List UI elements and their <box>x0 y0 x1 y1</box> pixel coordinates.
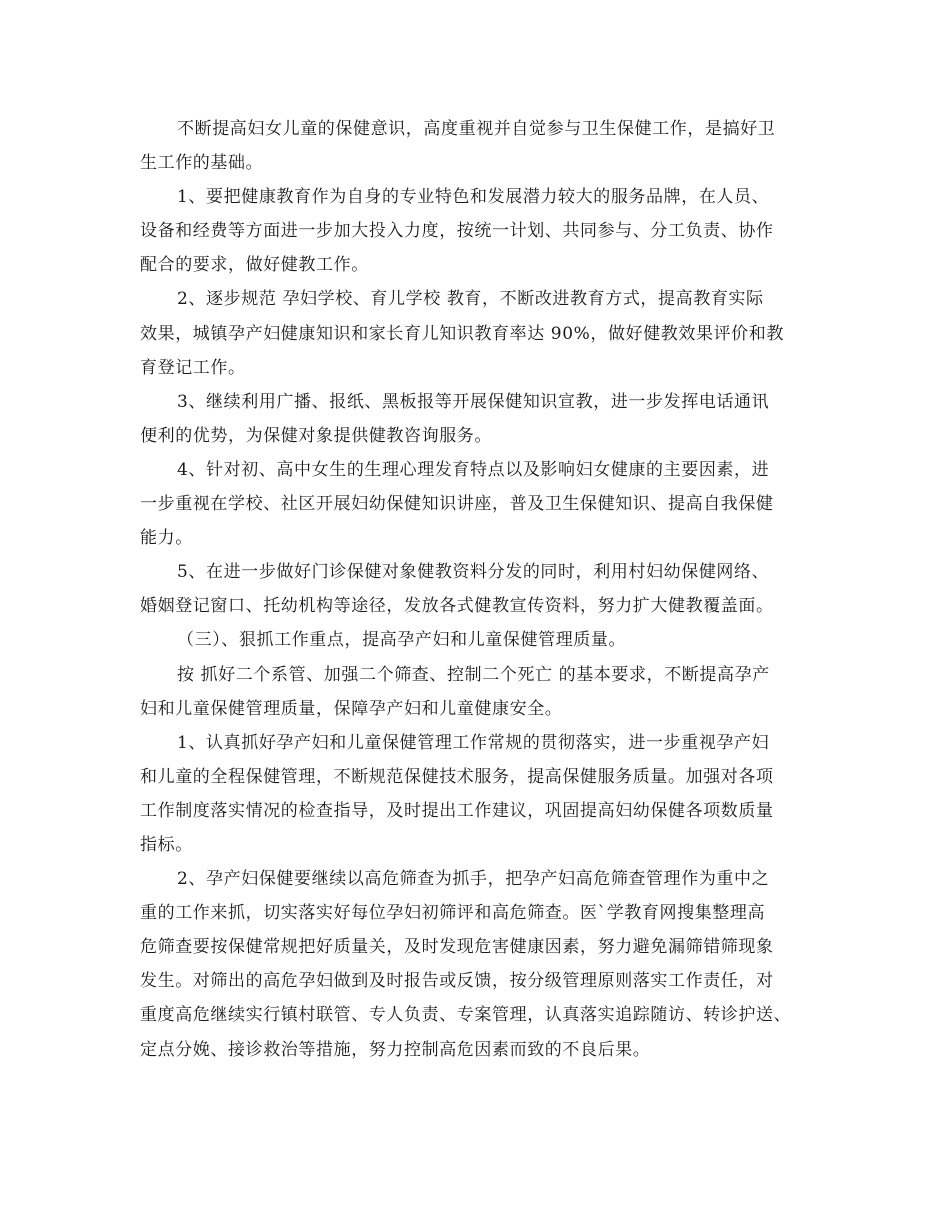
text-line: 1、要把健康教育作为自身的专业特色和发展潜力较大的服务品牌，在人员、 <box>177 187 770 208</box>
text-line: 重的工作来抓，切实落实好每位孕妇初筛评和高危筛查。医`学教育网搜集整理高 <box>140 903 766 924</box>
text-line: 危筛查要按保健常规把好质量关，及时发现危害健康因素，努力避免漏筛错筛现象 <box>140 937 774 958</box>
text-line: 效果，城镇孕产妇健康知识和家长育儿知识教育率达 90%，做好健教效果评价和教 <box>140 323 784 344</box>
text-line: 4、针对初、高中女生的生理心理发育特点以及影响妇女健康的主要因素，进 <box>177 459 770 480</box>
text-line: 重度高危继续实行镇村联管、专人负责、专案管理，认真落实追踪随访、转诊护送、 <box>140 1005 792 1026</box>
text-line: 2、孕产妇保健要继续以高危筛查为抓手，把孕产妇高危筛查管理作为重中之 <box>177 869 770 890</box>
text-line: 便利的优势，为保健对象提供健教咨询服务。 <box>140 425 492 446</box>
text-line: 不断提高妇女儿童的保健意识，高度重视并自觉参与卫生保健工作，是搞好卫 <box>177 119 776 139</box>
document-body <box>140 112 820 1067</box>
text-line: 婚姻登记窗口、托幼机构等途径，发放各式健教宣传资料，努力扩大健教覆盖面。 <box>140 596 774 617</box>
text-line: 5、在进一步做好门诊保健对象健教资料分发的同时，利用村妇幼保健网络、 <box>177 562 770 583</box>
text-line: 工作制度落实情况的检查指导，及时提出工作建议，巩固提高妇幼保健各项数质量 <box>140 800 774 821</box>
text-line: 设备和经费等方面进一步加大投入力度，按统一计划、共同参与、分工负责、协作 <box>140 221 774 242</box>
text-line: 发生。对筛出的高危孕妇做到及时报告或反馈，按分级管理原则落实工作责任，对 <box>140 971 774 992</box>
text-line: 妇和儿童保健管理质量，保障孕产妇和儿童健康安全。 <box>140 698 563 719</box>
text-line: 配合的要求，做好健教工作。 <box>140 255 369 276</box>
text-line: （三）、狠抓工作重点，提高孕产妇和儿童保健管理质量。 <box>177 630 627 651</box>
text-line: 定点分娩、接诊救治等措施，努力控制高危因素而致的不良后果。 <box>140 1039 651 1060</box>
text-line: 育登记工作。 <box>140 357 246 378</box>
text-line: 指标。 <box>140 834 193 855</box>
text-line: 能力。 <box>140 528 193 549</box>
text-line: 生工作的基础。 <box>140 153 264 174</box>
text-line: 一步重视在学校、社区开展妇幼保健知识讲座，普及卫生保健知识、提高自我保健 <box>140 494 774 515</box>
text-line: 1、认真抓好孕产妇和儿童保健管理工作常规的贯彻落实，进一步重视孕产妇 <box>177 732 770 753</box>
text-line: 3、继续利用广播、报纸、黑板报等开展保健知识宣教，进一步发挥电话通讯 <box>177 391 770 412</box>
text-line: 2、逐步规范 孕妇学校、育儿学校 教育，不断改进教育方式，提高教育实际 <box>177 289 764 310</box>
text-line: 和儿童的全程保健管理，不断规范保健技术服务，提高保健服务质量。加强对各项 <box>140 766 774 787</box>
text-line: 按 抓好二个系管、加强二个筛查、控制二个死亡 的基本要求，不断提高孕产 <box>177 664 770 685</box>
